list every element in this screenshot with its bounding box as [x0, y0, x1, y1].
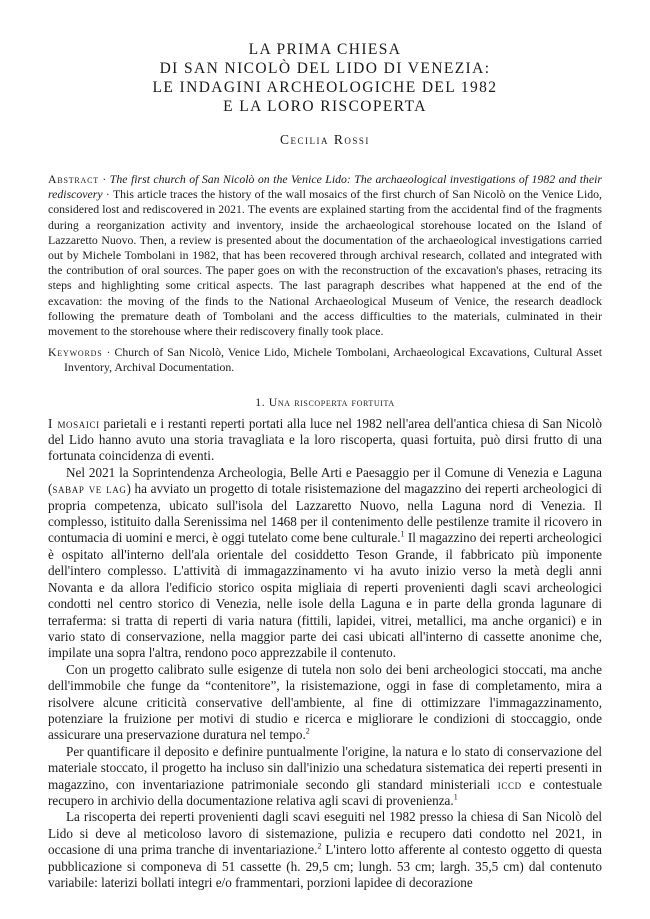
paragraph-2-text-c: Il magazzino dei reperti archeologici è ospitato all'interno dell'ala orientale del cosiddetto Teson Grande, il fabbricato più imponente dell'intero complesso. L'attività di immagazzinamento vi ha avuto inizio verso la metà degli anni Novanta e da allora l'edificio storico ospita migliaia di reperti provenienti dagli scavi archeologici condotti nel centro storico di Venezia, nelle isole della Laguna e in parte della gronda lagunare di terraferma: si tratta di reperti di varia natura (fittili, lapidei, vitrei, metallici, ma anche organici) e in vario stato di conservazione, nella maggior parte dei casi ubicati all'interno di cassette anonime che, impilate una sopra l'altra, rendono poco apprezzabile il contenuto.: [48, 530, 602, 661]
title-line-1: LA PRIMA CHIESA: [248, 41, 402, 58]
paragraph-5-text-a: La riscoperta dei reperti provenienti dagli scavi eseguiti nel 1982 presso la chiesa di San Nicolò del Lido si deve al meticoloso lavoro di sistemazione, pulizia e recupero dati condotto nel 2021, in occasione di una prima tranche di inventariazione.: [48, 809, 602, 858]
title-line-4: E LA LORO RISCOPERTA: [223, 98, 427, 115]
footnote-ref[interactable]: 1: [453, 792, 458, 802]
abstract-separator: ·: [98, 172, 110, 186]
paragraph-2-text-b: ) ha avviato un progetto di totale risistemazione del magazzino dei reperti archeologici di propria competenza, ubicato sull'isola del Lazzaretto Nuovo, nella Laguna nord di Venezia. Il complesso, istituito dalla Serenissima nel 1468 per il contenimento delle pestilenze tramite il ricovero in contumacia di uomini e merci, è oggi tutelato come bene culturale.: [48, 481, 602, 546]
body-text: [48, 416, 602, 892]
acronym-sabap: sabap ve lag: [52, 481, 127, 497]
paragraph-1: [48, 416, 602, 465]
paragraph-3-text: Con un progetto calibrato sulle esigenze di tutela non solo dei beni archeologici stoccati, ma anche dell'immobile che funge da “contenitore”, la risistemazione, oggi in fase di completamento, mira a risolvere alcune criticità conservative dell'ambiente, al fine di ottimizzare l'immagazzinamento, potenziare la fruizione per motivi di studio e ricerca e migliorare le condizioni di stoccaggio, onde assicurare una preservazione duratura nel tempo.: [48, 661, 602, 743]
keywords-separator: ·: [102, 345, 115, 360]
title-line-3: LE INDAGINI ARCHEOLOGICHE DEL 1982: [152, 79, 498, 96]
paragraph-4: [48, 744, 602, 810]
section-heading: 1. Una riscoperta fortuita: [255, 394, 395, 409]
abstract-label: Abstract: [48, 172, 99, 186]
footnote-ref[interactable]: 2: [305, 726, 310, 736]
paragraph-5-text-b: L'intero lotto afferente al contesto oggetto di questa pubblicazione si componeva di 51 cassette (h. 29,5 cm; lungh. 53 cm; largh. 35,5 cm) dal contenuto variabile: laterizi bollati integri e/o frammentari, porzioni lapidee di decorazione: [48, 842, 602, 891]
abstract-separator-2: ·: [102, 187, 113, 202]
paragraph-4-text-a: Per quantificare il deposito e definire puntualmente l'origine, la natura e lo stato di conservazione del materiale stoccato, il progetto ha incluso sin dall'inizio una schedatura sistematica dei reperti presenti in magazzino, con inventariazione patrimoniale secondo gli standard ministeriali: [48, 743, 602, 792]
title-line-2: DI SAN NICOLÒ DEL LIDO DI VENEZIA:: [159, 60, 491, 77]
keywords: [48, 345, 602, 375]
abstract-english-title: The first church of San Nicolò on the Venice Lido: The archaeological investigations of 1982 and their rediscovery: [48, 172, 603, 202]
footnote-ref[interactable]: 1: [400, 530, 405, 540]
paragraph-5: [48, 809, 602, 891]
abstract: [48, 172, 602, 339]
keywords-label: Keywords: [48, 345, 103, 360]
author-name: Cecilia Rossi: [280, 132, 370, 147]
paragraph-3: [48, 662, 602, 744]
paragraph-2-text-a: Nel 2021 la Soprintendenza Archeologia, Belle Arti e Paesaggio per il Comune di Venezia e Laguna (: [48, 464, 602, 497]
acronym-iccd: iccd: [497, 776, 522, 792]
footnote-ref[interactable]: 2: [317, 841, 322, 851]
paragraph-lead-in: I mosaici: [48, 415, 100, 431]
paragraph-2: [48, 465, 602, 662]
abstract-text: This article traces the history of the wall mosaics of the first church of San Nicolò on the Venice Lido, considered lost and rediscovered in 2021. The events are explained starting from the accidental find of the fragments during a reorganization activity and inventory, inside the archaeological storehouse located on the Island of Lazzaretto Nuovo. Then, a review is presented about the documentation of the archaeological investigations carried out by Michele Tombolani in 1982, that has been recovered through archival research, collated and integrated with the contribution of oral sources. The paper goes on with the reconstruction of the excavation's phases, retracing its steps and highlighting some critical aspects. The last paragraph describes what happened at the end of the excavation: the moving of the finds to the National Archaeological Museum of Venice, the research deadlock following the premature death of Tombolani and the access difficulties to the materials, culminated in their movement to the storehouse where their rediscovery finally took place.: [48, 187, 602, 339]
paragraph-4-text-b: e contestuale recupero in archivio della documentazione relativa agli scavi di provenienza.: [48, 776, 603, 808]
keywords-text: Church of San Nicolò, Venice Lido, Michele Tombolani, Archaeological Excavations, Cultural Asset Inventory, Archival Documentation.: [64, 345, 602, 375]
paragraph-1-text: parietali e i restanti reperti portati alla luce nel 1982 nell'area dell'antica chiesa di San Nicolò del Lido hanno avuto una storia travagliata e la loro riscoperta, quasi fortuita, può dirsi frutto di una fortunata coincidenza di eventi.: [48, 415, 603, 464]
article-title: [48, 40, 602, 116]
